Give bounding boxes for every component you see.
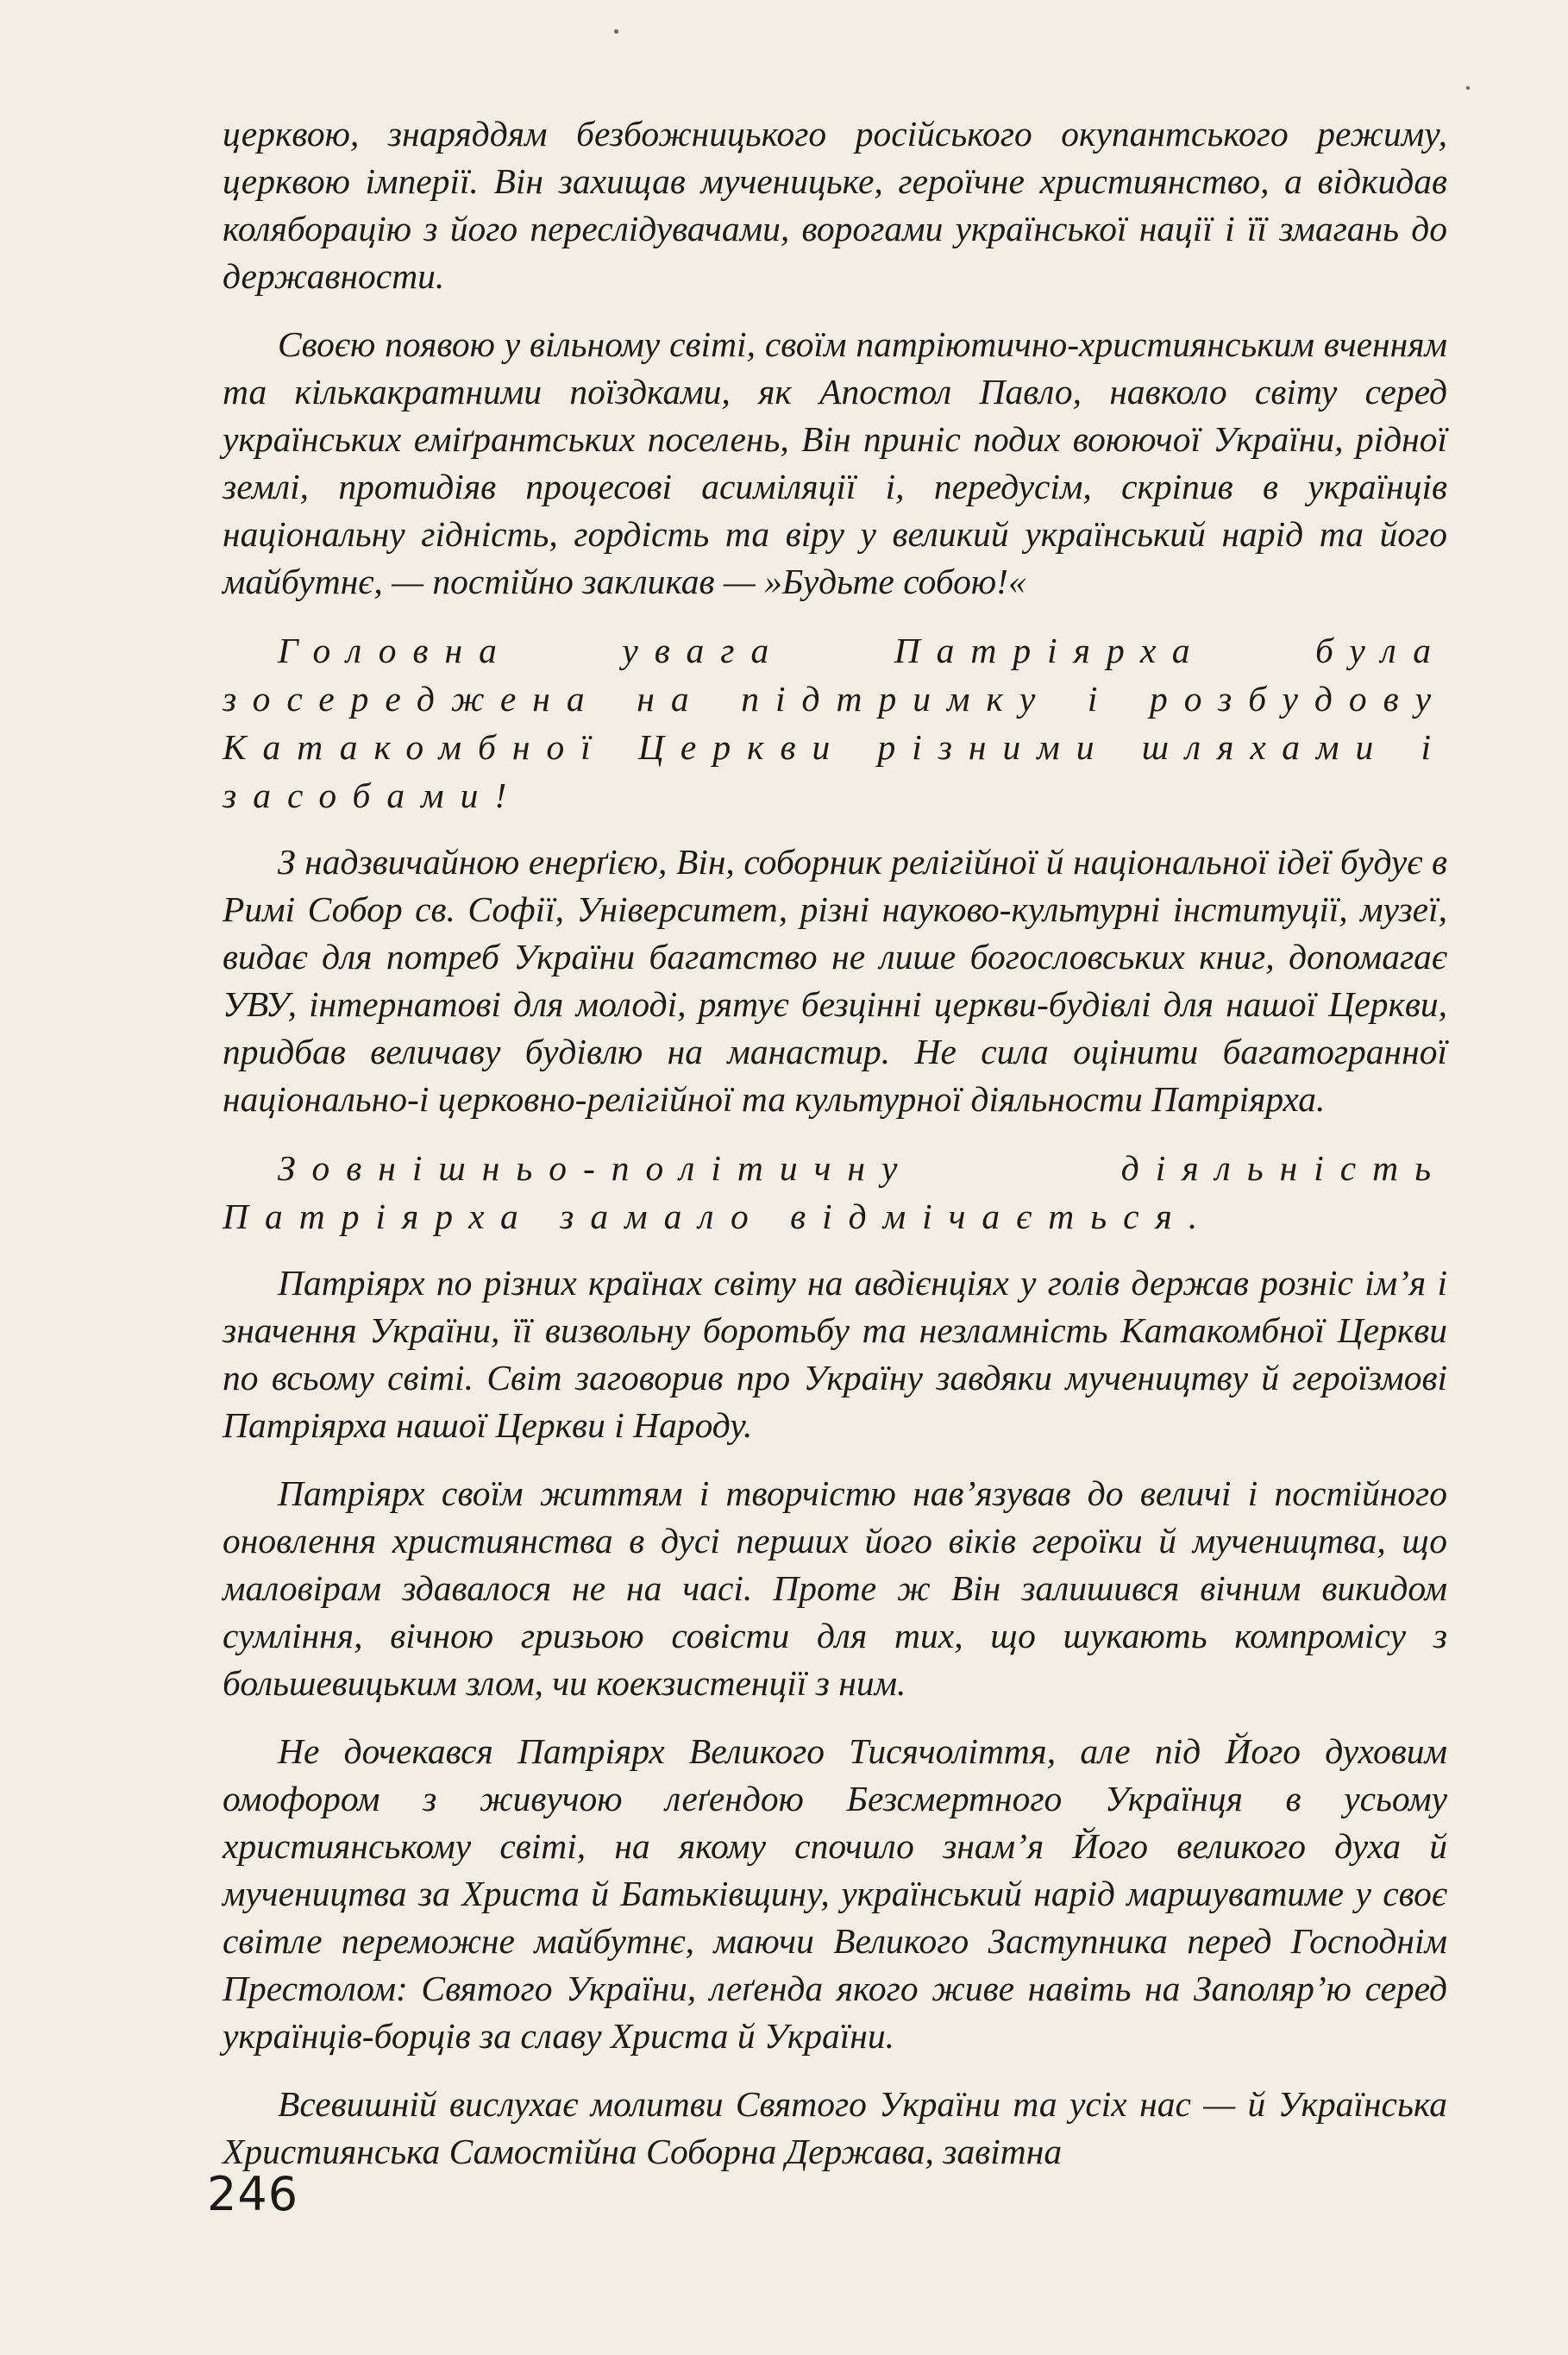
page-number: 246 — [207, 2167, 299, 2221]
paragraph-8: Не дочекався Патріярх Великого Тисячоліття, але під Його духовим омофором з живучою леґендою Безсмертного Українця в усьому християнському світі, на якому спочило знам’я Його великого духа й мучеництва за Христа й Батьківщину, український нарід маршуватиме у своє світле переможне майбутнє, маючи Великого Заступника перед Господнім Престолом: Святого України, леґенда якого живе навіть на Заполяр’ю серед українців-борців за славу Христа й України. — [223, 1731, 1447, 2056]
paragraph-1: церквою, знаряддям безбожницького російського окупантського режиму, церквою імперії. Він захищав мученицьке, героїчне християнство, а відкидав коляборацію з його переслідувачами, ворогами української нації і її змагань до державности. — [223, 114, 1447, 296]
paragraph-7: Патріярх своїм життям і творчістю нав’язував до величі і постійного оновлення християнства в дусі перших його віків героїки й мучеництва, що маловірам здавалося не на часі. Проте ж Він залишився вічним викидом сумління, вічною гризьою совісти для тих, що шукають компромісу з большевицьким злом, чи коекзистенції з ним. — [223, 1473, 1447, 1703]
paragraph-6: Патріярх по різних країнах світу на авдієнціях у голів держав розніс ім’я і значення України, її визвольну боротьбу та незламність Катакомбної Церкви по всьому світі. Світ заговорив про Україну завдяки мучеництву й героїзмові Патріярха нашої Церкви і Народу. — [223, 1263, 1447, 1445]
paper-speck — [614, 29, 618, 34]
body-text — [223, 110, 1447, 2196]
paragraph-9: Всевишній вислухає молитви Святого України та усіх нас — й Українська Християнська Самостійна Соборна Держава, завітна — [223, 2084, 1447, 2171]
paragraph-2: Своєю появою у вільному світі, своїм патріютично-християнським вченням та кількакратними поїздками, як Апостол Павло, навколо світу серед українських еміґрантських поселень, Він приніс подих воюючої України, рідної землі, протидіяв процесові асиміляції і, передусім, скріпив в українців національну гідність, гордість та віру у великий український нарід та його майбутнє, — постійно закликав — »Будьте собою!« — [223, 324, 1447, 601]
paragraph-5-spaced: Зовнішньо-політичну діяльність Патріярха замало відмічається. — [223, 1148, 1447, 1236]
paragraph-3-spaced: Головна увага Патріярха була зосереджена на підтримку і розбудову Катакомбної Церкви різними шляхами і засобами! — [223, 631, 1447, 815]
paper-speck — [1466, 86, 1470, 90]
paragraph-4: З надзвичайною енерґією, Він, соборник релігійної й національної ідеї будує в Римі Собор св. Софії, Університет, різні науково-культурні інституції, музеї, видає для потреб України багатство не лише богословських книг, допомагає УВУ, інтернатові для молоді, рятує безцінні церкви-будівлі для нашої Церкви, придбав величаву будівлю на манастир. Не сила оцінити багатогранної національно-і церковно-релігійної та культурної діяльности Патріярха. — [223, 842, 1447, 1119]
